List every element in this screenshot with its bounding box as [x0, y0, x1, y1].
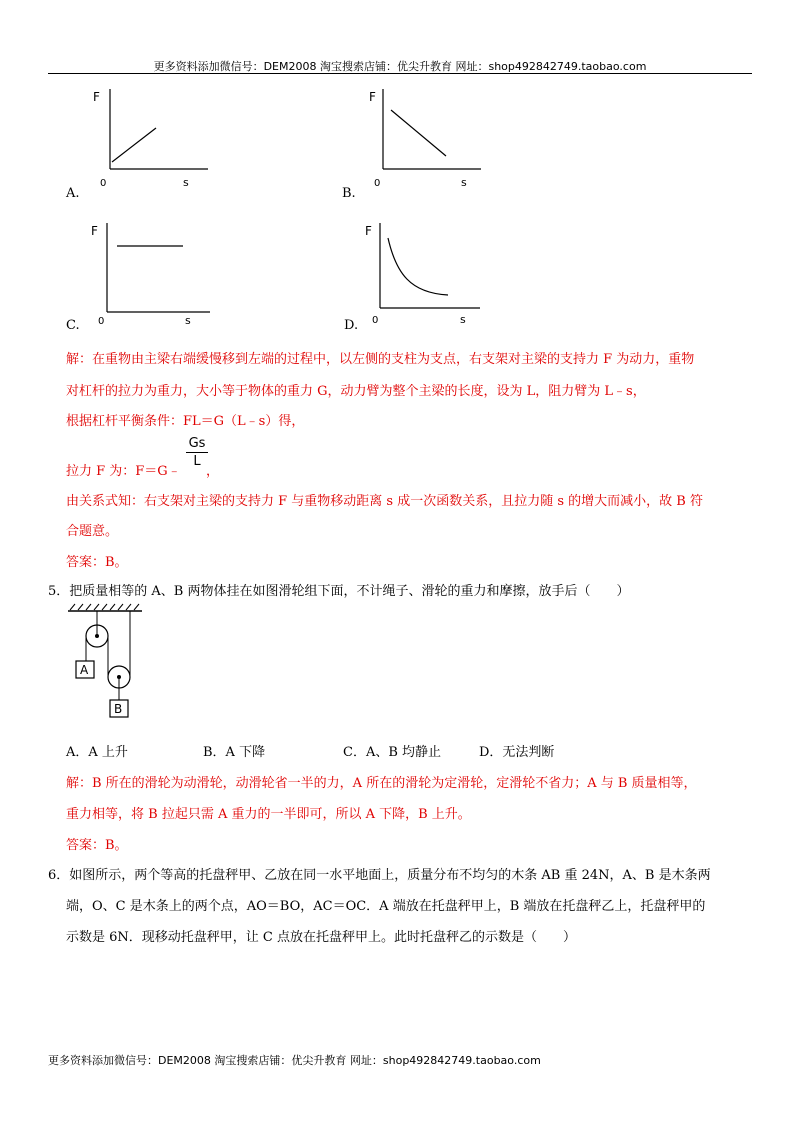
q4-solution-line-4	[66, 460, 181, 479]
q5-option-b: B．A 下降	[203, 745, 266, 760]
graph-a-letter: A.	[66, 186, 80, 201]
graph-s-label: s	[460, 313, 466, 326]
q5-option-c: C．A、B 均静止	[343, 745, 442, 760]
q4-solution-line-3: 根据杠杆平衡条件：FL＝G（L﹣s）得，	[66, 414, 305, 429]
q6-line-1: 6．如图所示，两个等高的托盘秤甲、乙放在同一水平地面上，质量分布不均匀的木条 AB 重 24N，A、B 是木条两	[48, 868, 711, 883]
graph-d-curve	[388, 238, 448, 295]
graph-origin-label: 0	[98, 316, 105, 327]
block-a-label: A	[80, 663, 89, 677]
q4-formula-suffix: ，	[206, 464, 220, 479]
q4-solution-line-2: 对杠杆的拉力为重力，大小等于物体的重力 G，动力臂为整个主梁的长度，设为 L，阻力臂为 L﹣s，	[66, 384, 646, 399]
graph-s-label: s	[183, 176, 189, 189]
graph-b-letter: B.	[342, 186, 356, 201]
graph-origin-label: 0	[100, 178, 107, 189]
fraction-denominator: L	[193, 454, 201, 469]
graph-d-letter: D.	[344, 318, 359, 333]
block-b-label: B	[114, 702, 123, 716]
graph-origin-label: 0	[374, 178, 381, 189]
q5-stem: 5．把质量相等的 A、B 两物体挂在如图滑轮组下面，不计绳子、滑轮的重力和摩擦，放手后（ ）	[48, 584, 630, 599]
header-divider	[48, 73, 752, 74]
graph-s-label: s	[461, 176, 467, 189]
q5-option-d: D．无法判断	[479, 745, 555, 760]
q4-solution-line-6: 合题意。	[66, 524, 119, 539]
page-footer: 更多资料添加微信号：DEM2008 淘宝搜索店铺：优尖升教育 网址：shop492842749.taobao.com	[48, 1054, 541, 1067]
graph-s-label: s	[185, 314, 191, 327]
graph-a-curve	[112, 128, 156, 162]
q4-formula-prefix: 拉力 F 为：F＝G﹣	[66, 464, 181, 479]
graph-option-a	[60, 84, 220, 203]
graph-f-label: F	[91, 224, 98, 238]
graph-c-letter: C.	[66, 318, 80, 333]
graph-f-label: F	[369, 90, 376, 104]
q6-line-3: 示数是 6N．现移动托盘秤甲，让 C 点放在托盘秤甲上。此时托盘秤乙的示数是（ ）	[66, 930, 576, 945]
q5-solution-line-2: 重力相等，将 B 拉起只需 A 重力的一半即可，所以 A 下降，B 上升。	[66, 807, 471, 822]
fraction-numerator: Gs	[188, 436, 206, 451]
pulley-diagram	[62, 603, 152, 727]
graph-origin-label: 0	[372, 315, 379, 326]
q5-option-a: A．A 上升	[66, 745, 128, 760]
q4-formula-fraction	[186, 436, 208, 469]
page-header: 更多资料添加微信号：DEM2008 淘宝搜索店铺：优尖升教育 网址：shop492842749.taobao.com	[153, 60, 647, 73]
graph-f-label: F	[365, 224, 372, 238]
graph-option-b	[333, 84, 493, 203]
graph-b-curve	[391, 110, 446, 156]
q4-solution-line-1: 解：在重物由主梁右端缓慢移到左端的过程中，以左侧的支柱为支点，右支架对主梁的支持力 F 为动力，重物	[66, 352, 695, 367]
q4-answer: 答案：B。	[66, 555, 128, 570]
q6-line-2: 端，O、C 是木条上的两个点，AO＝BO，AC＝OC．A 端放在托盘秤甲上，B 端放在托盘秤乙上，托盘秤甲的	[66, 899, 706, 914]
graph-option-c	[60, 218, 220, 337]
q4-solution-line-5: 由关系式知：右支架对主梁的支持力 F 与重物移动距离 s 成一次函数关系，且拉力随 s 的增大而减小，故 B 符	[66, 494, 703, 509]
graph-f-label: F	[93, 90, 100, 104]
q5-solution-line-1: 解：B 所在的滑轮为动滑轮，动滑轮省一半的力，A 所在的滑轮为定滑轮，定滑轮不省力；A 与 B 质量相等，	[66, 776, 697, 791]
q5-answer: 答案：B。	[66, 838, 128, 853]
